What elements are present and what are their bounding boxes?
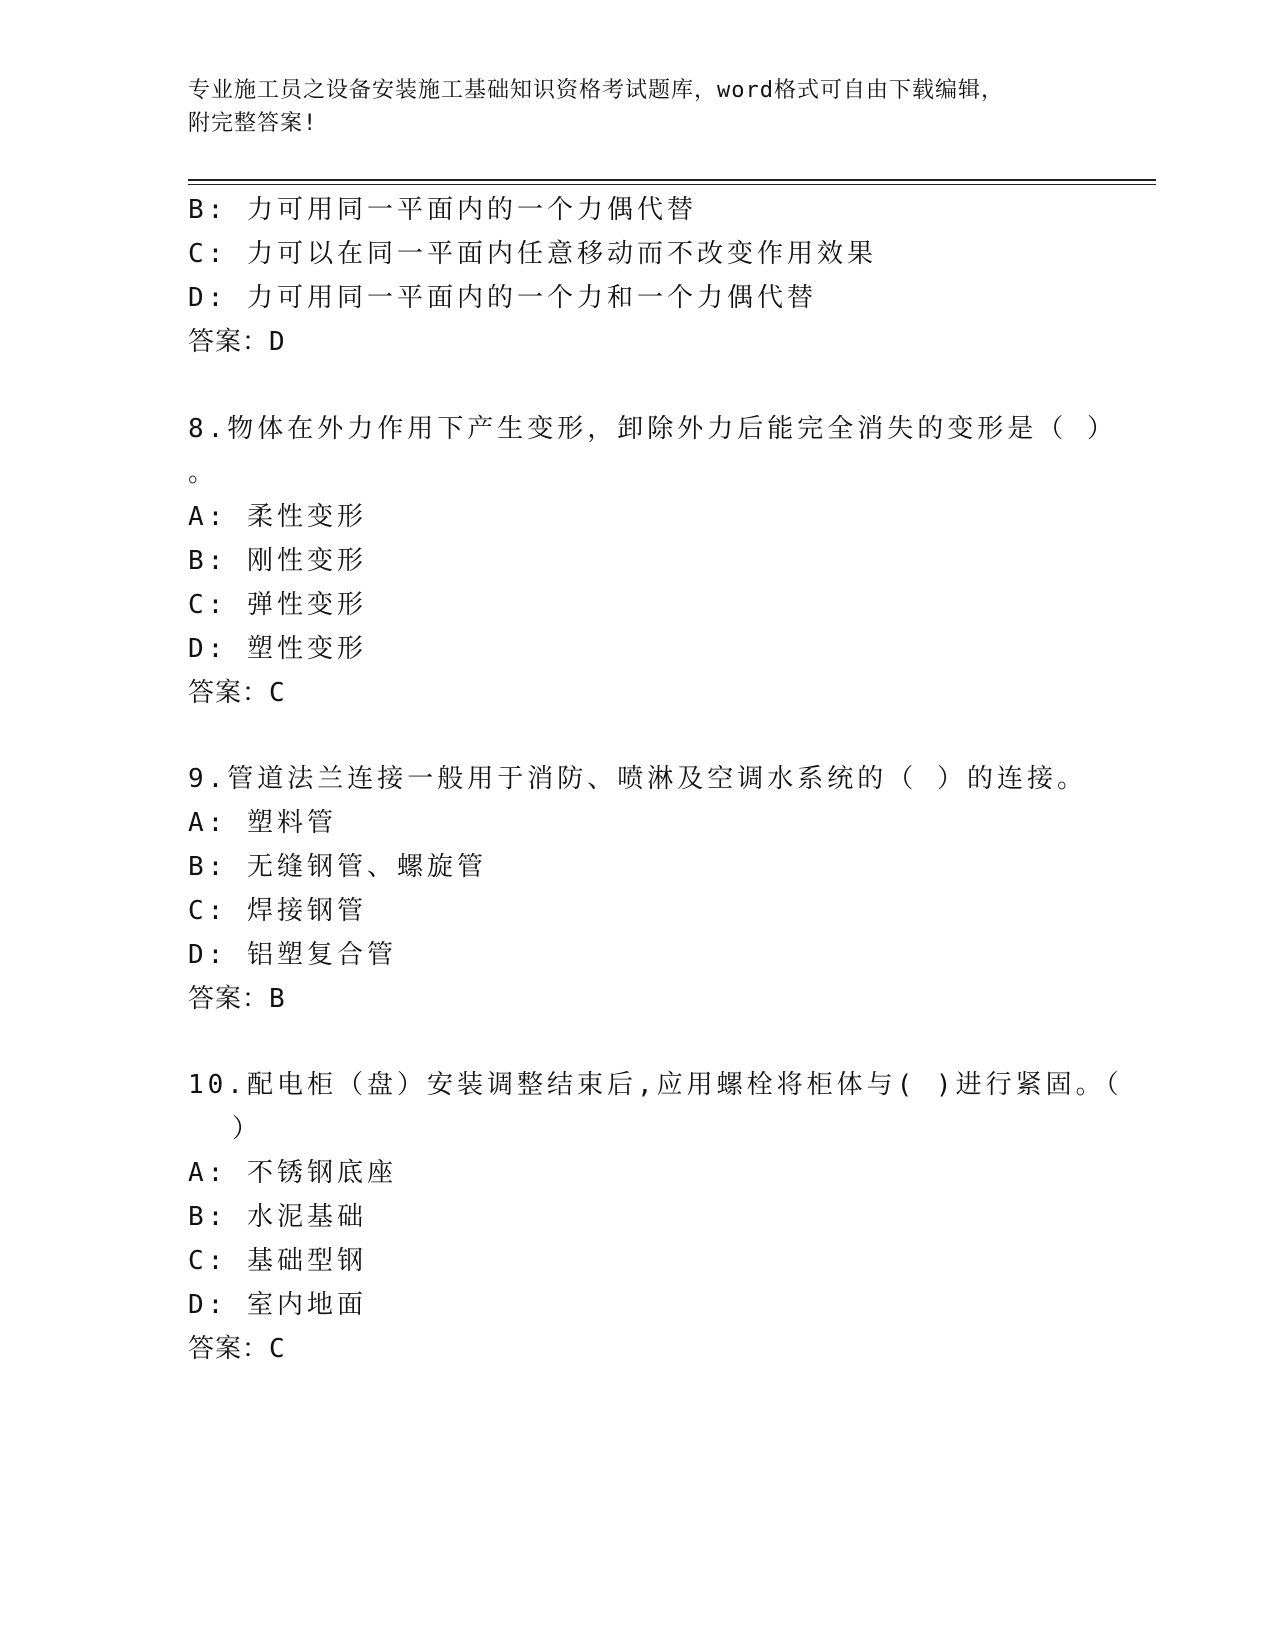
q9-answer: 答案：B xyxy=(188,984,286,1014)
header-line-2: 附完整答案! xyxy=(188,111,318,136)
q10-option-d: D: 室内地面 xyxy=(188,1290,367,1320)
q9-option-b: B: 无缝钢管、螺旋管 xyxy=(188,852,487,882)
q7-answer: 答案：D xyxy=(188,327,286,357)
document-header xyxy=(188,74,1088,140)
q10-answer: 答案：C xyxy=(188,1334,286,1364)
q10-option-c: C: 基础型钢 xyxy=(188,1246,367,1276)
q10-option-b: B: 水泥基础 xyxy=(188,1202,367,1232)
q8-option-b: B: 刚性变形 xyxy=(188,546,367,576)
q8-option-a: A: 柔性变形 xyxy=(188,502,367,532)
q8-option-d: D: 塑性变形 xyxy=(188,634,367,664)
q8-stem-continued: 。 xyxy=(188,458,219,488)
q7-option-c: C: 力可以在同一平面内任意移动而不改变作用效果 xyxy=(188,239,877,269)
q10-option-a: A: 不锈钢底座 xyxy=(188,1158,397,1188)
header-line-1: 专业施工员之设备安装施工基础知识资格考试题库，word格式可自由下载编辑， xyxy=(188,78,1004,103)
q7-option-b: B: 力可用同一平面内的一个力偶代替 xyxy=(188,195,697,225)
q7-option-d: D: 力可用同一平面内的一个力和一个力偶代替 xyxy=(188,283,817,313)
q9-option-c: C: 焊接钢管 xyxy=(188,896,367,926)
q9-option-d: D: 铝塑复合管 xyxy=(188,940,397,970)
q9-stem: 9.管道法兰连接一般用于消防、喷淋及空调水系统的（ ）的连接。 xyxy=(188,764,1087,794)
q8-option-c: C: 弹性变形 xyxy=(188,590,367,620)
q8-answer: 答案：C xyxy=(188,678,286,708)
q8-stem: 8.物体在外力作用下产生变形，卸除外力后能完全消失的变形是（ ） xyxy=(188,414,1117,444)
header-divider-thick xyxy=(188,179,1156,181)
header-divider-thin xyxy=(188,184,1156,185)
q9-option-a: A: 塑料管 xyxy=(188,808,337,838)
q10-stem: 10.配电柜（盘）安装调整结束后,应用螺栓将柜体与( )进行紧固。（ xyxy=(188,1070,1123,1100)
q10-stem-continued: ） xyxy=(232,1114,263,1144)
